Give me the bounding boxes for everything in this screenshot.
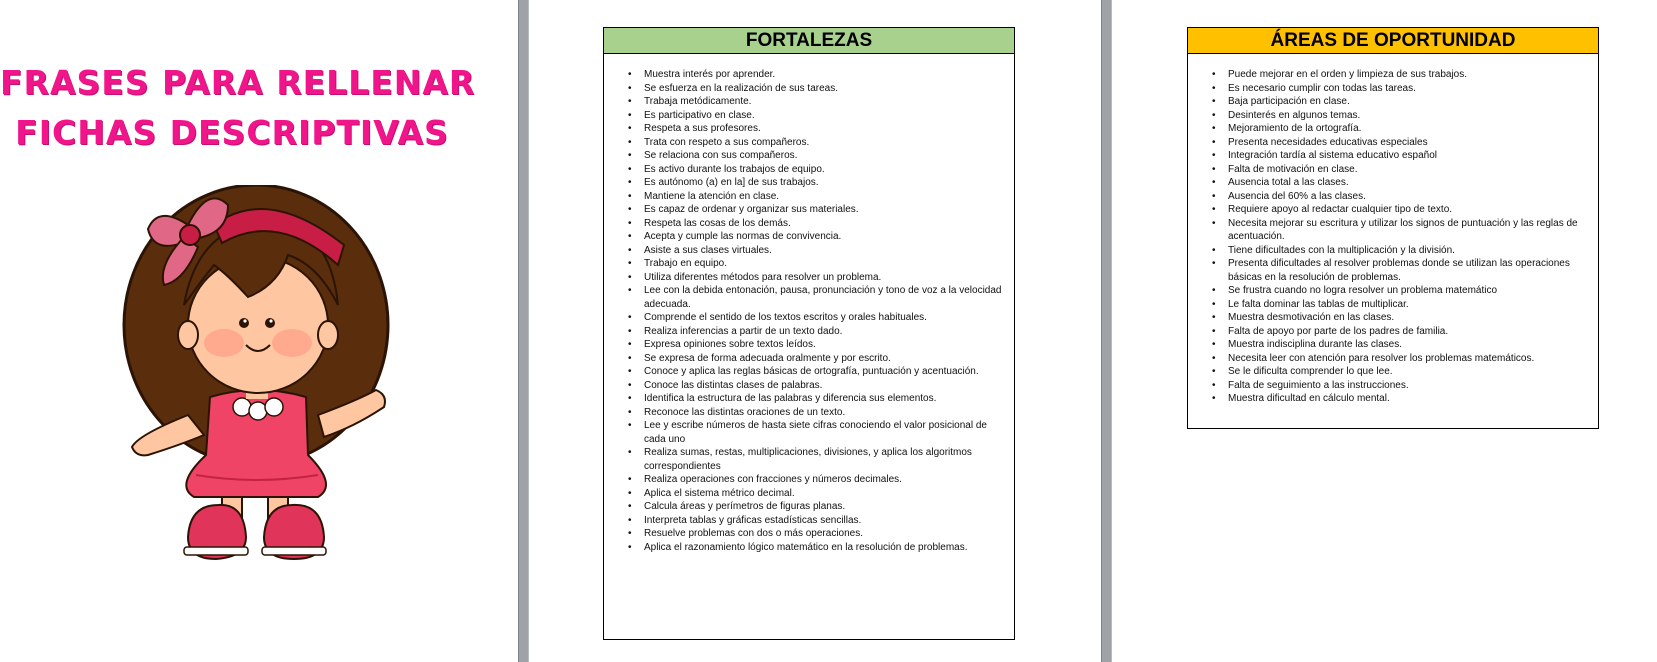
list-item	[1188, 136, 1598, 150]
list-item-text: Muestra indisciplina durante las clases.	[1228, 339, 1402, 350]
bullet-icon: •	[1212, 136, 1216, 148]
list-item	[604, 136, 1014, 150]
list-item-text: Muestra interés por aprender.	[644, 69, 776, 80]
list-item-text: Es capaz de ordenar y organizar sus materiales.	[644, 204, 859, 215]
list-item-text: Mejoramiento de la ortografía.	[1228, 123, 1362, 134]
bullet-icon: •	[1212, 393, 1216, 404]
page-gutter	[1101, 0, 1112, 662]
list-item-text: Realiza inferencias a partir de un texto dado.	[644, 325, 843, 337]
bullet-icon: •	[628, 163, 632, 175]
list-item	[604, 365, 1014, 379]
list-item-text: Puede mejorar en el orden y limpieza de sus trabajos.	[1228, 69, 1468, 80]
list-item	[1188, 217, 1598, 244]
list-item	[604, 217, 1014, 231]
list-item	[604, 257, 1014, 271]
list-item	[1188, 244, 1598, 258]
bullet-icon: •	[628, 406, 632, 418]
list-item-text: Trata con respeto a sus compañeros.	[644, 136, 810, 148]
bullet-icon: •	[628, 541, 632, 553]
cover-title-line2: FICHAS DESCRIPTIVAS	[15, 113, 449, 152]
list-item-text: Ausencia total a las clases.	[1228, 177, 1349, 188]
list-item-text: Es necesario cumplir con todas las tareas.	[1228, 82, 1416, 94]
list-item-text: Identifica la estructura de las palabras y diferencia sus elementos.	[644, 393, 937, 404]
list-item	[1188, 392, 1598, 406]
list-item	[604, 446, 1014, 473]
list-item	[604, 163, 1014, 177]
list-item-text: Integración tardía al sistema educativo español	[1228, 150, 1438, 161]
list-item	[604, 95, 1014, 109]
list-item	[1188, 338, 1598, 352]
list-item-text: Comprende el sentido de los textos escritos y orales habituales.	[644, 312, 927, 323]
bullet-icon: •	[628, 82, 632, 94]
bullet-icon: •	[628, 123, 632, 134]
list-item-text: Requiere apoyo al redactar cualquier tipo de texto.	[1228, 204, 1453, 215]
list-item-text: Trabaja metódicamente.	[644, 96, 752, 107]
bullet-icon: •	[1212, 312, 1216, 323]
bullet-icon: •	[628, 136, 632, 148]
list-item	[604, 500, 1014, 514]
list-item-text: Utiliza diferentes métodos para resolver un problema.	[644, 271, 882, 283]
bullet-icon: •	[628, 501, 632, 512]
list-item-text: Muestra dificultad en cálculo mental.	[1228, 393, 1390, 404]
list-item	[604, 311, 1014, 325]
list-item-text: Desinterés en algunos temas.	[1228, 109, 1361, 121]
bullet-icon: •	[1212, 366, 1216, 377]
list-item	[1188, 298, 1598, 312]
list-item	[604, 190, 1014, 204]
bullet-icon: •	[1212, 96, 1216, 107]
list-item-text: Aplica el razonamiento lógico matemático en la resolución de problemas.	[644, 541, 968, 553]
list-item	[604, 392, 1014, 406]
bullet-icon: •	[628, 528, 632, 539]
list-item-text: Respeta las cosas de los demás.	[644, 217, 791, 229]
list-item	[604, 514, 1014, 528]
list-item	[604, 419, 1014, 446]
bullet-icon: •	[628, 177, 632, 188]
bullet-icon: •	[628, 393, 632, 404]
list-item	[604, 109, 1014, 123]
bullet-icon: •	[1212, 325, 1216, 337]
list-item	[1188, 365, 1598, 379]
bullet-icon: •	[1212, 244, 1216, 256]
bullet-icon: •	[628, 312, 632, 323]
fortalezas-table	[603, 27, 1015, 640]
list-item	[604, 122, 1014, 136]
list-item-text: Es participativo en clase.	[644, 109, 755, 121]
list-item	[1188, 190, 1598, 204]
list-item	[1188, 379, 1598, 393]
areas-table	[1187, 27, 1599, 429]
bullet-icon: •	[1212, 352, 1216, 364]
bullet-icon: •	[628, 285, 632, 296]
list-item-text: Reconoce las distintas oraciones de un texto.	[644, 406, 846, 418]
list-item	[1188, 203, 1598, 217]
bullet-icon: •	[628, 231, 632, 242]
list-item	[604, 68, 1014, 82]
list-item	[1188, 163, 1598, 177]
list-item	[1188, 176, 1598, 190]
bullet-icon: •	[628, 325, 632, 337]
areas-list	[1188, 54, 1598, 406]
bullet-icon: •	[628, 474, 632, 485]
bullet-icon: •	[1212, 150, 1216, 161]
list-item	[604, 406, 1014, 420]
bullet-icon: •	[628, 204, 632, 215]
list-item-text: Acepta y cumple las normas de convivencia.	[644, 231, 842, 242]
bullet-icon: •	[1212, 123, 1216, 134]
list-item-text: Presenta necesidades educativas especiales	[1228, 136, 1428, 148]
list-item	[1188, 257, 1598, 284]
bullet-icon: •	[628, 352, 632, 364]
bullet-icon: •	[628, 96, 632, 107]
bullet-icon: •	[1212, 82, 1216, 94]
girl-illustration	[118, 185, 398, 595]
list-item	[604, 230, 1014, 244]
areas-page	[1112, 0, 1657, 662]
list-item	[604, 338, 1014, 352]
list-item-text: Necesita mejorar su escritura y utilizar los signos de puntuación y las reglas de acentuación.	[1228, 217, 1578, 242]
list-item-text: Realiza operaciones con fracciones y números decimales.	[644, 474, 902, 485]
bullet-icon: •	[628, 69, 632, 80]
fortalezas-list	[604, 54, 1014, 554]
cover-title	[0, 58, 476, 158]
list-item	[1188, 325, 1598, 339]
bullet-icon: •	[1212, 217, 1216, 229]
list-item-text: Asiste a sus clases virtuales.	[644, 244, 772, 256]
list-item	[604, 149, 1014, 163]
list-item-text: Baja participación en clase.	[1228, 96, 1350, 107]
bullet-icon: •	[1212, 379, 1216, 391]
list-item	[604, 82, 1014, 96]
bullet-icon: •	[628, 150, 632, 161]
list-item-text: Se frustra cuando no logra resolver un problema matemático	[1228, 285, 1498, 296]
bullet-icon: •	[628, 217, 632, 229]
list-item	[1188, 109, 1598, 123]
list-item-text: Mantiene la atención en clase.	[644, 190, 780, 202]
list-item-text: Se esfuerza en la realización de sus tareas.	[644, 82, 838, 94]
list-item-text: Muestra desmotivación en las clases.	[1228, 312, 1395, 323]
list-item-text: Trabajo en equipo.	[644, 258, 728, 269]
fortalezas-header: FORTALEZAS	[604, 28, 1014, 54]
list-item-text: Realiza sumas, restas, multiplicaciones, divisiones, y aplica los algoritmos correspondientes	[644, 447, 972, 472]
list-item	[1188, 311, 1598, 325]
list-item-text: Respeta a sus profesores.	[644, 123, 761, 134]
bullet-icon: •	[1212, 298, 1216, 310]
list-item-text: Expresa opiniones sobre textos leídos.	[644, 339, 816, 350]
fortalezas-page	[529, 0, 1102, 662]
list-item-text: Calcula áreas y perímetros de figuras planas.	[644, 501, 846, 512]
list-item-text: Se le dificulta comprender lo que lee.	[1228, 366, 1393, 377]
list-item-text: Presenta dificultades al resolver problemas donde se utilizan las operaciones básicas en la resolución de problemas.	[1228, 258, 1570, 283]
list-item	[1188, 68, 1598, 82]
list-item-text: Lee con la debida entonación, pausa, pronunciación y tono de voz a la velocidad adecuada.	[644, 285, 1002, 310]
bullet-icon: •	[628, 487, 632, 499]
bullet-icon: •	[628, 258, 632, 269]
bullet-icon: •	[1212, 285, 1216, 296]
bullet-icon: •	[628, 420, 632, 431]
bullet-icon: •	[628, 271, 632, 283]
list-item	[604, 473, 1014, 487]
areas-header: ÁREAS DE OPORTUNIDAD	[1188, 28, 1598, 54]
list-item-text: Le falta dominar las tablas de multiplicar.	[1228, 298, 1409, 310]
list-item-text: Ausencia del 60% a las clases.	[1228, 190, 1366, 202]
bullet-icon: •	[628, 514, 632, 526]
list-item	[604, 352, 1014, 366]
bullet-icon: •	[1212, 177, 1216, 188]
bullet-icon: •	[628, 109, 632, 121]
list-item-text: Aplica el sistema métrico decimal.	[644, 487, 795, 499]
list-item	[604, 203, 1014, 217]
bullet-icon: •	[1212, 339, 1216, 350]
list-item-text: Conoce las distintas clases de palabras.	[644, 379, 823, 391]
list-item	[604, 244, 1014, 258]
cover-page	[0, 0, 518, 662]
bullet-icon: •	[628, 366, 632, 377]
list-item	[1188, 149, 1598, 163]
list-item-text: Necesita leer con atención para resolver los problemas matemáticos.	[1228, 352, 1535, 364]
bullet-icon: •	[1212, 163, 1216, 175]
list-item	[1188, 95, 1598, 109]
bullet-icon: •	[1212, 204, 1216, 215]
list-item-text: Interpreta tablas y gráficas estadísticas sencillas.	[644, 514, 862, 526]
bullet-icon: •	[1212, 109, 1216, 121]
cover-title-line1: FRASES PARA RELLENAR	[0, 63, 476, 102]
list-item	[1188, 352, 1598, 366]
list-item	[604, 541, 1014, 555]
list-item-text: Se expresa de forma adecuada oralmente y por escrito.	[644, 352, 891, 364]
list-item	[1188, 82, 1598, 96]
list-item	[1188, 122, 1598, 136]
list-item-text: Es autónomo (a) en la] de sus trabajos.	[644, 177, 819, 188]
bullet-icon: •	[628, 190, 632, 202]
list-item-text: Falta de motivación en clase.	[1228, 163, 1358, 175]
list-item-text: Lee y escribe números de hasta siete cifras conociendo el valor posicional de cada uno	[644, 420, 987, 445]
list-item	[604, 487, 1014, 501]
list-item-text: Se relaciona con sus compañeros.	[644, 150, 798, 161]
bullet-icon: •	[628, 379, 632, 391]
list-item-text: Falta de apoyo por parte de los padres de familia.	[1228, 325, 1449, 337]
list-item	[604, 325, 1014, 339]
list-item	[604, 527, 1014, 541]
list-item-text: Es activo durante los trabajos de equipo.	[644, 163, 825, 175]
bullet-icon: •	[1212, 258, 1216, 269]
bullet-icon: •	[1212, 69, 1216, 80]
page-gutter	[518, 0, 529, 662]
list-item-text: Resuelve problemas con dos o más operaciones.	[644, 528, 864, 539]
list-item-text: Falta de seguimiento a las instrucciones.	[1228, 379, 1409, 391]
bullet-icon: •	[628, 244, 632, 256]
bullet-icon: •	[1212, 190, 1216, 202]
list-item	[604, 379, 1014, 393]
list-item	[604, 176, 1014, 190]
list-item	[1188, 284, 1598, 298]
bullet-icon: •	[628, 447, 632, 458]
list-item-text: Tiene dificultades con la multiplicación y la división.	[1228, 244, 1455, 256]
list-item	[604, 284, 1014, 311]
bullet-icon: •	[628, 339, 632, 350]
list-item-text: Conoce y aplica las reglas básicas de ortografía, puntuación y acentuación.	[644, 366, 979, 377]
list-item	[604, 271, 1014, 285]
